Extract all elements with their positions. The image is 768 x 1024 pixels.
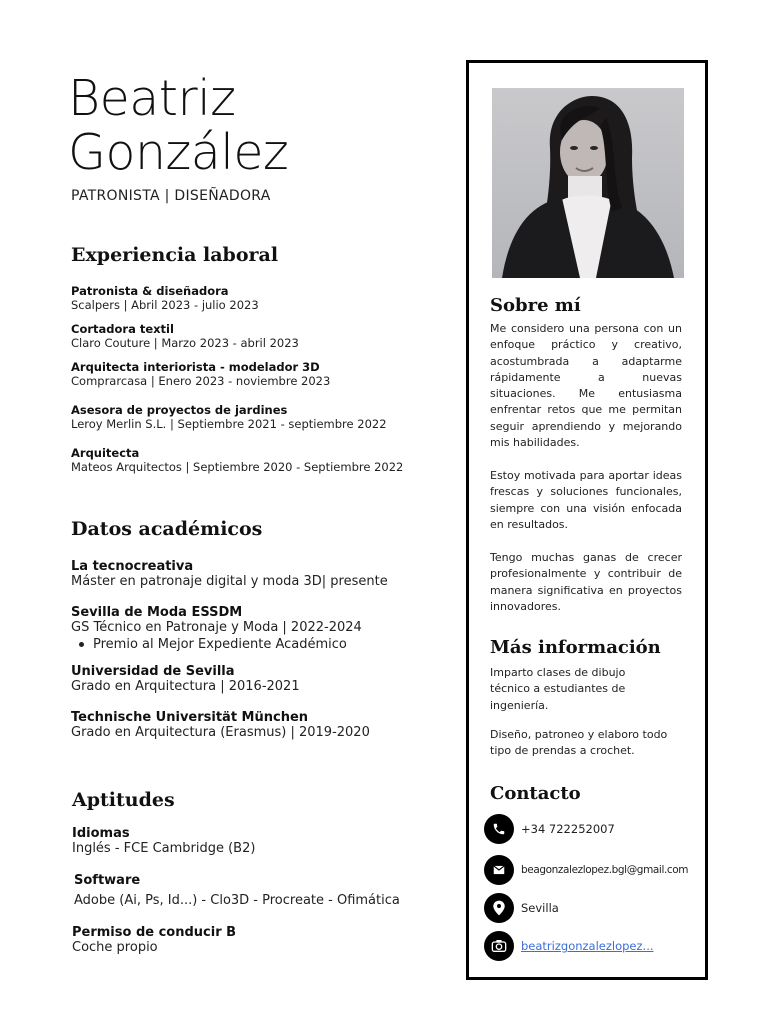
academic-item [71, 664, 300, 694]
skill-item [72, 826, 255, 856]
last-name: González [68, 124, 289, 181]
more-info-heading: Más información [490, 637, 661, 658]
email-icon [484, 855, 514, 885]
skill-item [74, 873, 400, 908]
academic-item [71, 710, 370, 740]
location-text: Sevilla [521, 901, 559, 915]
experience-detail: Scalpers | Abril 2023 - julio 2023 [71, 298, 259, 312]
contact-email-row [484, 855, 688, 885]
about-heading: Sobre mí [490, 295, 581, 316]
award-text: Premio al Mejor Expediente Académico [93, 637, 347, 652]
academic-detail: GS Técnico en Patronaje y Moda | 2022-2024 [71, 620, 362, 635]
instagram-link[interactable]: beatrizgonzalezlopez... [521, 939, 654, 953]
more-info-paragraph: Imparto clases de dibujo técnico a estudiantes de ingeniería. [490, 666, 626, 712]
skill-detail: Inglés - FCE Cambridge (B2) [72, 841, 256, 856]
experience-heading: Experiencia laboral [71, 244, 279, 266]
experience-item [71, 446, 403, 474]
contact-instagram-row [484, 931, 654, 961]
experience-detail: Comprarcasa | Enero 2023 - noviembre 2023 [71, 374, 331, 388]
academic-title: La tecnocreativa [71, 559, 194, 574]
experience-title: Asesora de proyectos de jardines [71, 403, 288, 417]
about-paragraph: Tengo muchas ganas de crecer profesionalmente y contribuir de manera significativa en proyectos innovadores. [490, 551, 682, 613]
job-role: PATRONISTA | DISEÑADORA [71, 188, 271, 204]
academic-detail: Grado en Arquitectura | 2016-2021 [71, 679, 300, 694]
experience-title: Patronista & diseñadora [71, 284, 229, 298]
experience-detail: Mateos Arquitectos | Septiembre 2020 - Septiembre 2022 [71, 460, 404, 474]
academic-detail: Máster en patronaje digital y moda 3D| presente [71, 574, 388, 589]
academic-detail: Grado en Arquitectura (Erasmus) | 2019-2020 [71, 725, 370, 740]
skill-title: Idiomas [72, 826, 130, 841]
contact-heading: Contacto [490, 783, 581, 804]
academic-heading: Datos académicos [71, 518, 263, 540]
location-pin-icon [484, 893, 514, 923]
skill-title: Permiso de conducir B [72, 925, 237, 940]
camera-icon [484, 931, 514, 961]
skill-title: Software [74, 873, 141, 888]
experience-title: Arquitecta [71, 446, 140, 460]
academic-item [71, 559, 388, 589]
academic-title: Sevilla de Moda ESSDM [71, 605, 243, 620]
skill-item [72, 925, 236, 955]
first-name: Beatriz [68, 70, 236, 127]
bullet-dot [79, 642, 84, 647]
skill-detail: Adobe (Ai, Ps, Id...) - Clo3D - Procreate - Ofimática [74, 893, 400, 908]
academic-title: Universidad de Sevilla [71, 664, 235, 679]
phone-number[interactable]: +34 722252007 [521, 822, 615, 836]
about-paragraph: Me considero una persona con un enfoque práctico y creativo, acostumbrada a adaptarme rápidamente a nuevas situaciones. Me entusiasma enfrentar retos que me permitan seguir aprendiendo y mejorando mis habilidades. [490, 322, 682, 450]
email-address[interactable]: beagonzalezlopez.bgl@gmail.com [521, 864, 689, 876]
about-paragraph: Estoy motivada para aportar ideas frescas y soluciones funcionales, siempre con una visión enfocada en resultados. [490, 469, 682, 531]
award-bullet [79, 637, 362, 652]
portrait-image [492, 88, 684, 278]
experience-item [71, 322, 299, 350]
contact-phone-row [484, 814, 615, 844]
experience-detail: Leroy Merlin S.L. | Septiembre 2021 - septiembre 2022 [71, 417, 387, 431]
experience-detail: Claro Couture | Marzo 2023 - abril 2023 [71, 336, 299, 350]
contact-location-row [484, 893, 559, 923]
more-info-paragraph: Diseño, patroneo y elaboro todo tipo de prendas a crochet. [490, 728, 668, 758]
profile-photo [492, 88, 684, 278]
academic-title: Technische Universität München [71, 710, 309, 725]
experience-title: Arquitecta interiorista - modelador 3D [71, 360, 320, 374]
experience-item [71, 284, 259, 312]
phone-icon [484, 814, 514, 844]
experience-title: Cortadora textil [71, 322, 174, 336]
academic-item [71, 605, 362, 652]
skills-heading: Aptitudes [72, 789, 175, 811]
skill-detail: Coche propio [72, 940, 158, 955]
experience-item [71, 360, 330, 388]
experience-item [71, 403, 387, 431]
